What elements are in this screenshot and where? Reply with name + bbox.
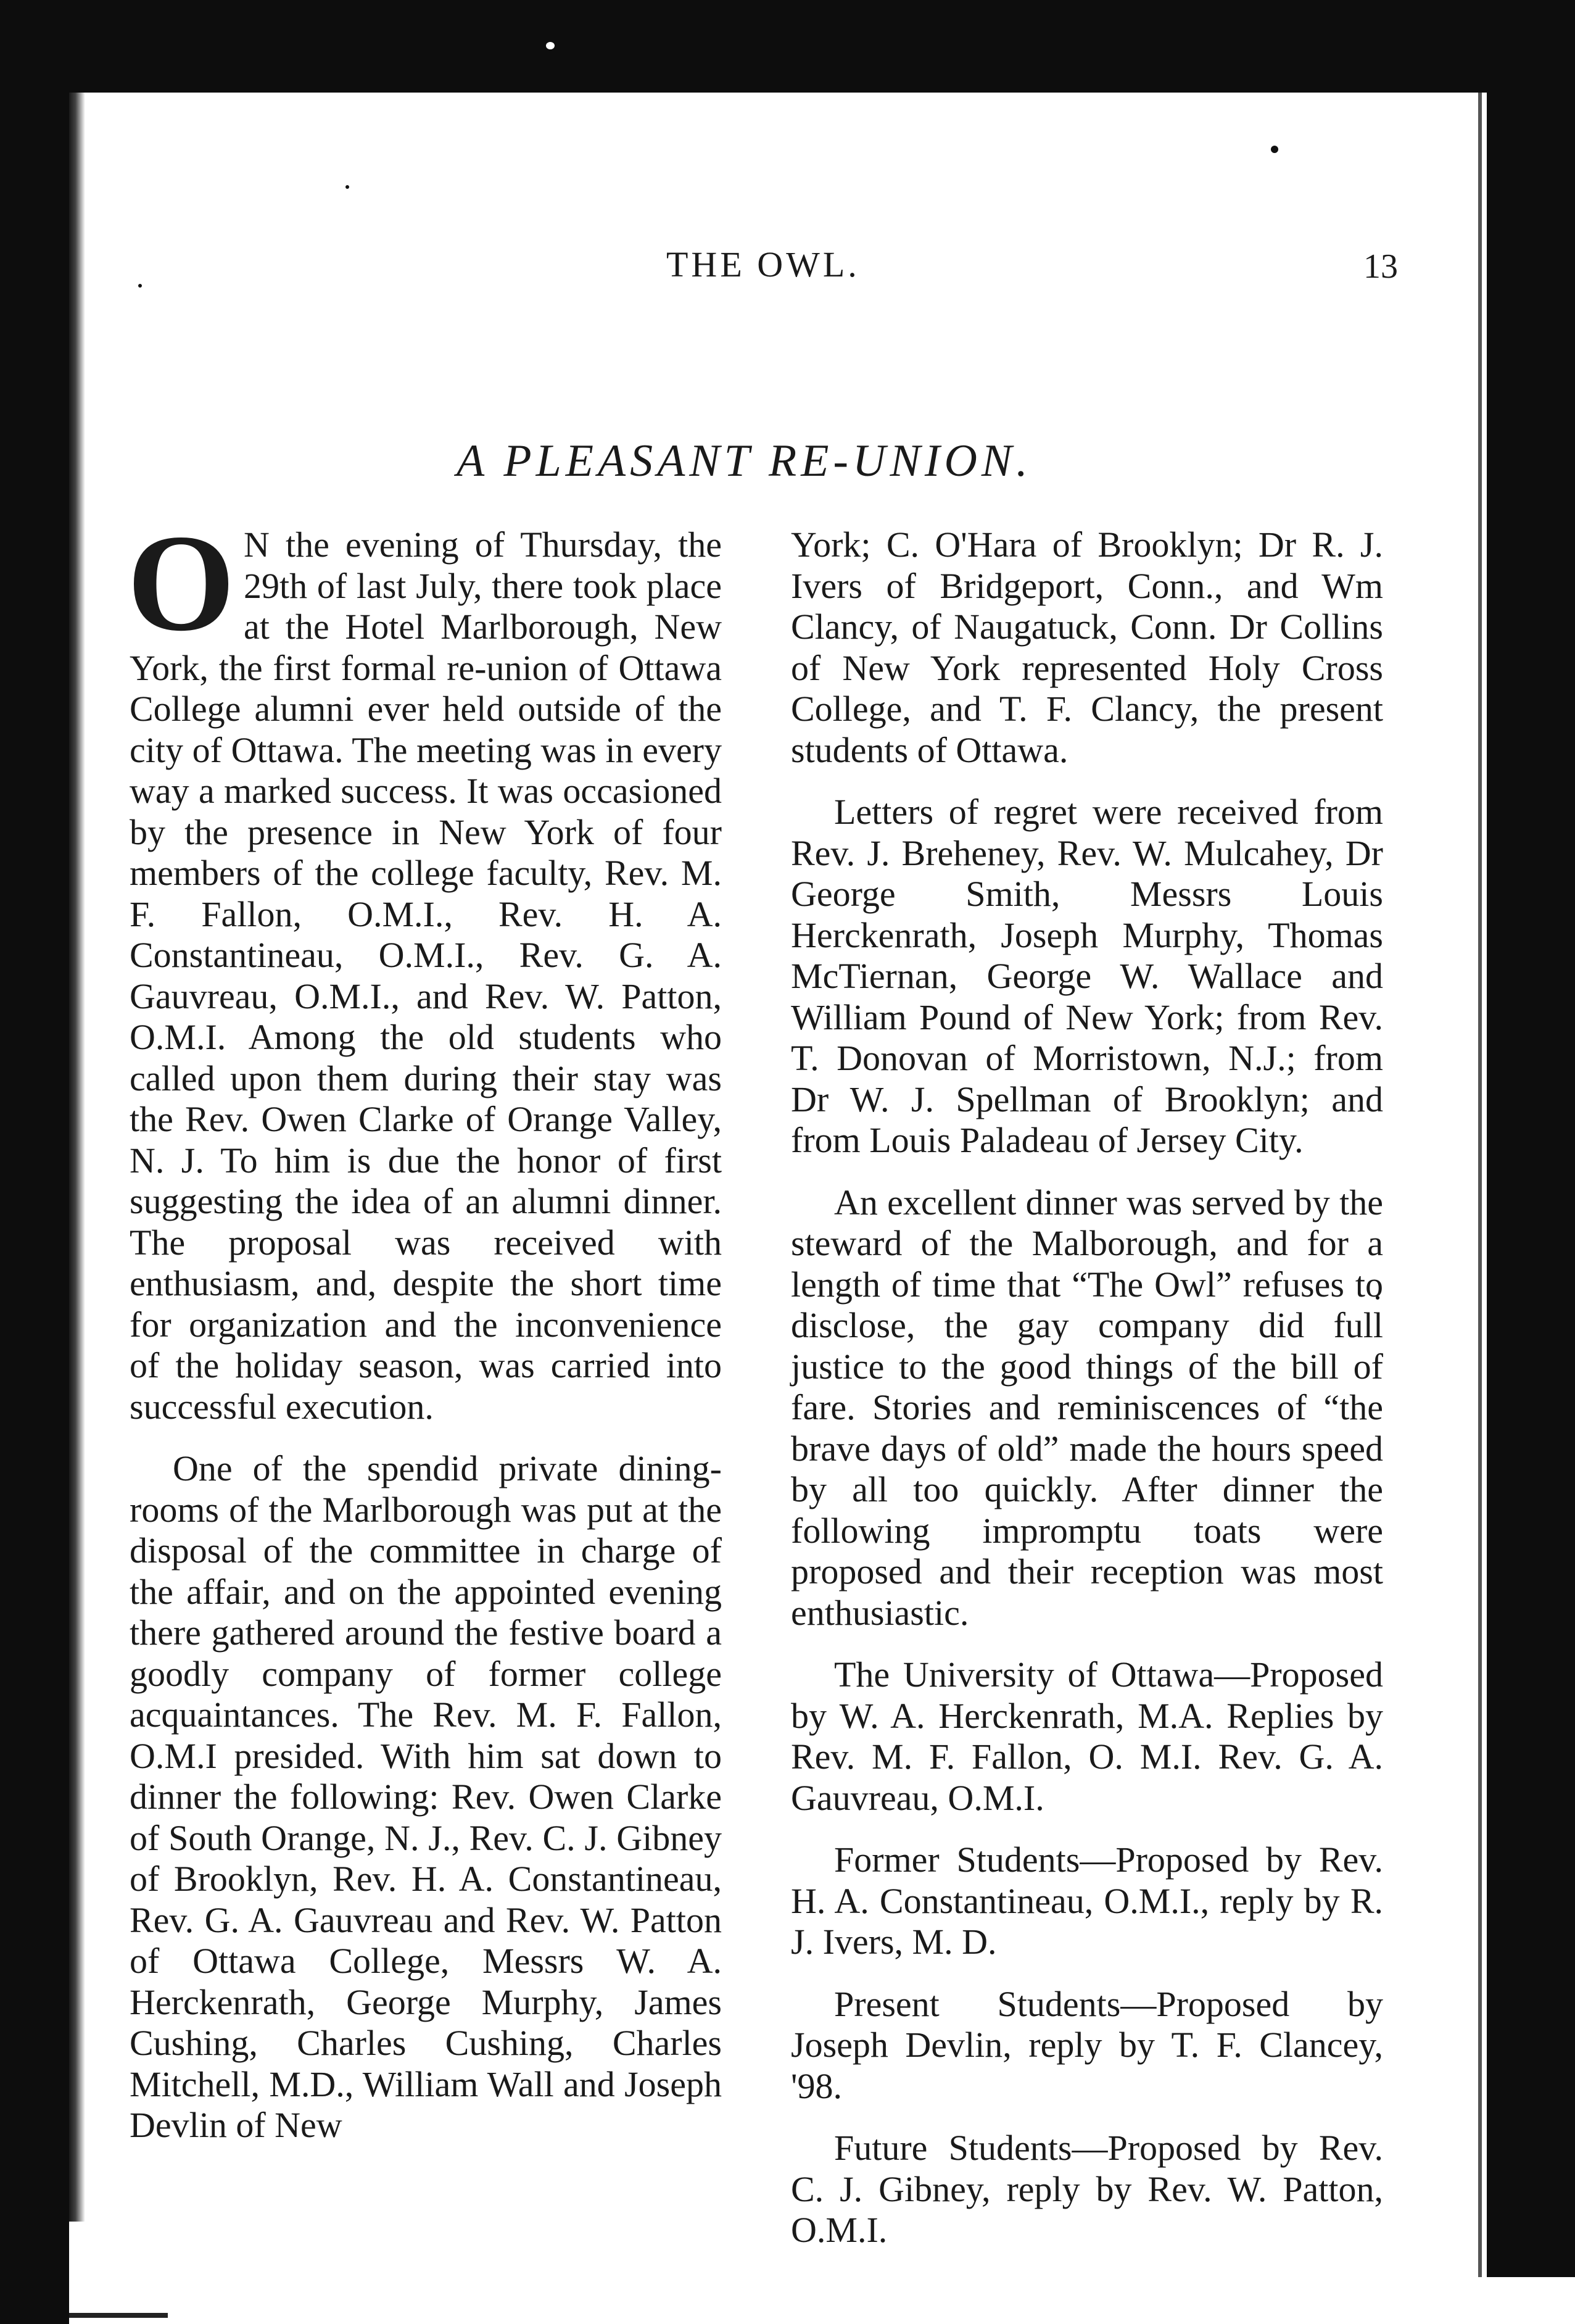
page-edge (1478, 93, 1482, 2277)
scan-speck (345, 185, 349, 189)
scan-speck (138, 284, 142, 288)
scan-bottom-mark (69, 2313, 168, 2318)
scan-border-left (0, 0, 69, 2324)
paragraph: Present Students—Proposed by Joseph Devlin, reply by T. F. Clancey, '98. (791, 1983, 1383, 2106)
drop-cap: O (127, 505, 236, 660)
paragraph: Former Students—Proposed by Rev. H. A. Constantineau, O.M.I., reply by R. J. Ivers, M. D. (791, 1840, 1383, 1962)
paragraph: One of the spendid private dining-rooms of the Marlborough was put at the disposal of the committee in charge of the affair, and on the appointed evening there gathered around the festive board a goodly company of former college acquaintances. The Rev. M. F. Fallon, O.M.I presided. With him sat down to dinner the following: Rev. Owen Clarke of South Orange, N. J., Rev. C. J. Gibney of Brooklyn, Rev. H. A. Constantineau, Rev. G. A. Gauvreau and Rev. W. Patton of Ottawa College, Messrs W. A. Herckenrath, George Murphy, James Cushing, Charles Cushing, Charles Mitchell, M.D., William Wall and Joseph Devlin of New (130, 1448, 722, 2145)
paragraph: York; C. O'Hara of Brooklyn; Dr R. J. Ivers of Bridgeport, Conn., and Wm Clancy, of Naugatuck, Conn. Dr Collins of New York represented Holy Cross College, and T. F. Clancy, the present students of Ottawa. (791, 525, 1383, 770)
page-number: 13 (1363, 247, 1398, 286)
paragraph: Future Students—Proposed by Rev. C. J. Gibney, reply by Rev. W. Patton, O.M.I. (791, 2128, 1383, 2250)
paragraph: Letters of regret were received from Rev. J. Breheney, Rev. W. Mulcahey, Dr George Smith, Messrs Louis Herckenrath, Joseph Murphy, Thomas McTiernan, George W. Wallace and William Pound of New York; from Rev. T. Donovan of Morristown, N.J.; from Dr W. J. Spellman of Brooklyn; and from Louis Paladeau of Jersey City. (791, 792, 1383, 1160)
article-title: A PLEASANT RE-UNION. (457, 436, 1032, 486)
scan-border-shadow (69, 93, 85, 2222)
paragraph (127, 505, 722, 1427)
scan-speck (546, 42, 555, 49)
right-column (791, 525, 1383, 2272)
scan-border-top (0, 0, 1575, 93)
paragraph: The University of Ottawa—Proposed by W. A. Herckenrath, M.A. Replies by Rev. M. F. Fallon, O. M.I. Rev. G. A. Gauvreau, O.M.I. (791, 1654, 1383, 1818)
left-column (127, 505, 722, 2167)
paragraph-text: N the evening of Thursday, the 29th of last July, there took place at the Hotel Marlborough, New York, the first formal re-union of Ottawa College alumni ever held outside of the city of Ottawa. The meeting was in every way a marked success. It was occasioned by the presence in New York of four members of the college faculty, Rev. M. F. Fallon, O.M.I., Rev. H. A. Constantineau, O.M.I., Rev. G. A. Gauvreau, O.M.I., and Rev. W. Patton, O.M.I. Among the old students who called upon them during their stay was the Rev. Owen Clarke of Orange Valley, N. J. To him is due the honor of first suggesting the idea of an alumni dinner. The proposal was received with enthusiasm, and, despite the short time for organization and the inconvenience of the holiday season, was carried into successful execution. (130, 525, 722, 1427)
scan-speck (1271, 146, 1278, 153)
paragraph: An excellent dinner was served by the steward of the Malborough, and for a length of time that “The Owl” refuses to disclose, the gay company did full justice to the good things of the bill of fare. Stories and reminiscences of “the brave days of old” made the hours speed by all too quickly. After dinner the following impromptu toats were proposed and their reception was most enthusiastic. (791, 1182, 1383, 1633)
scan-border-right (1487, 93, 1575, 2277)
running-head: THE OWL. (666, 244, 860, 284)
